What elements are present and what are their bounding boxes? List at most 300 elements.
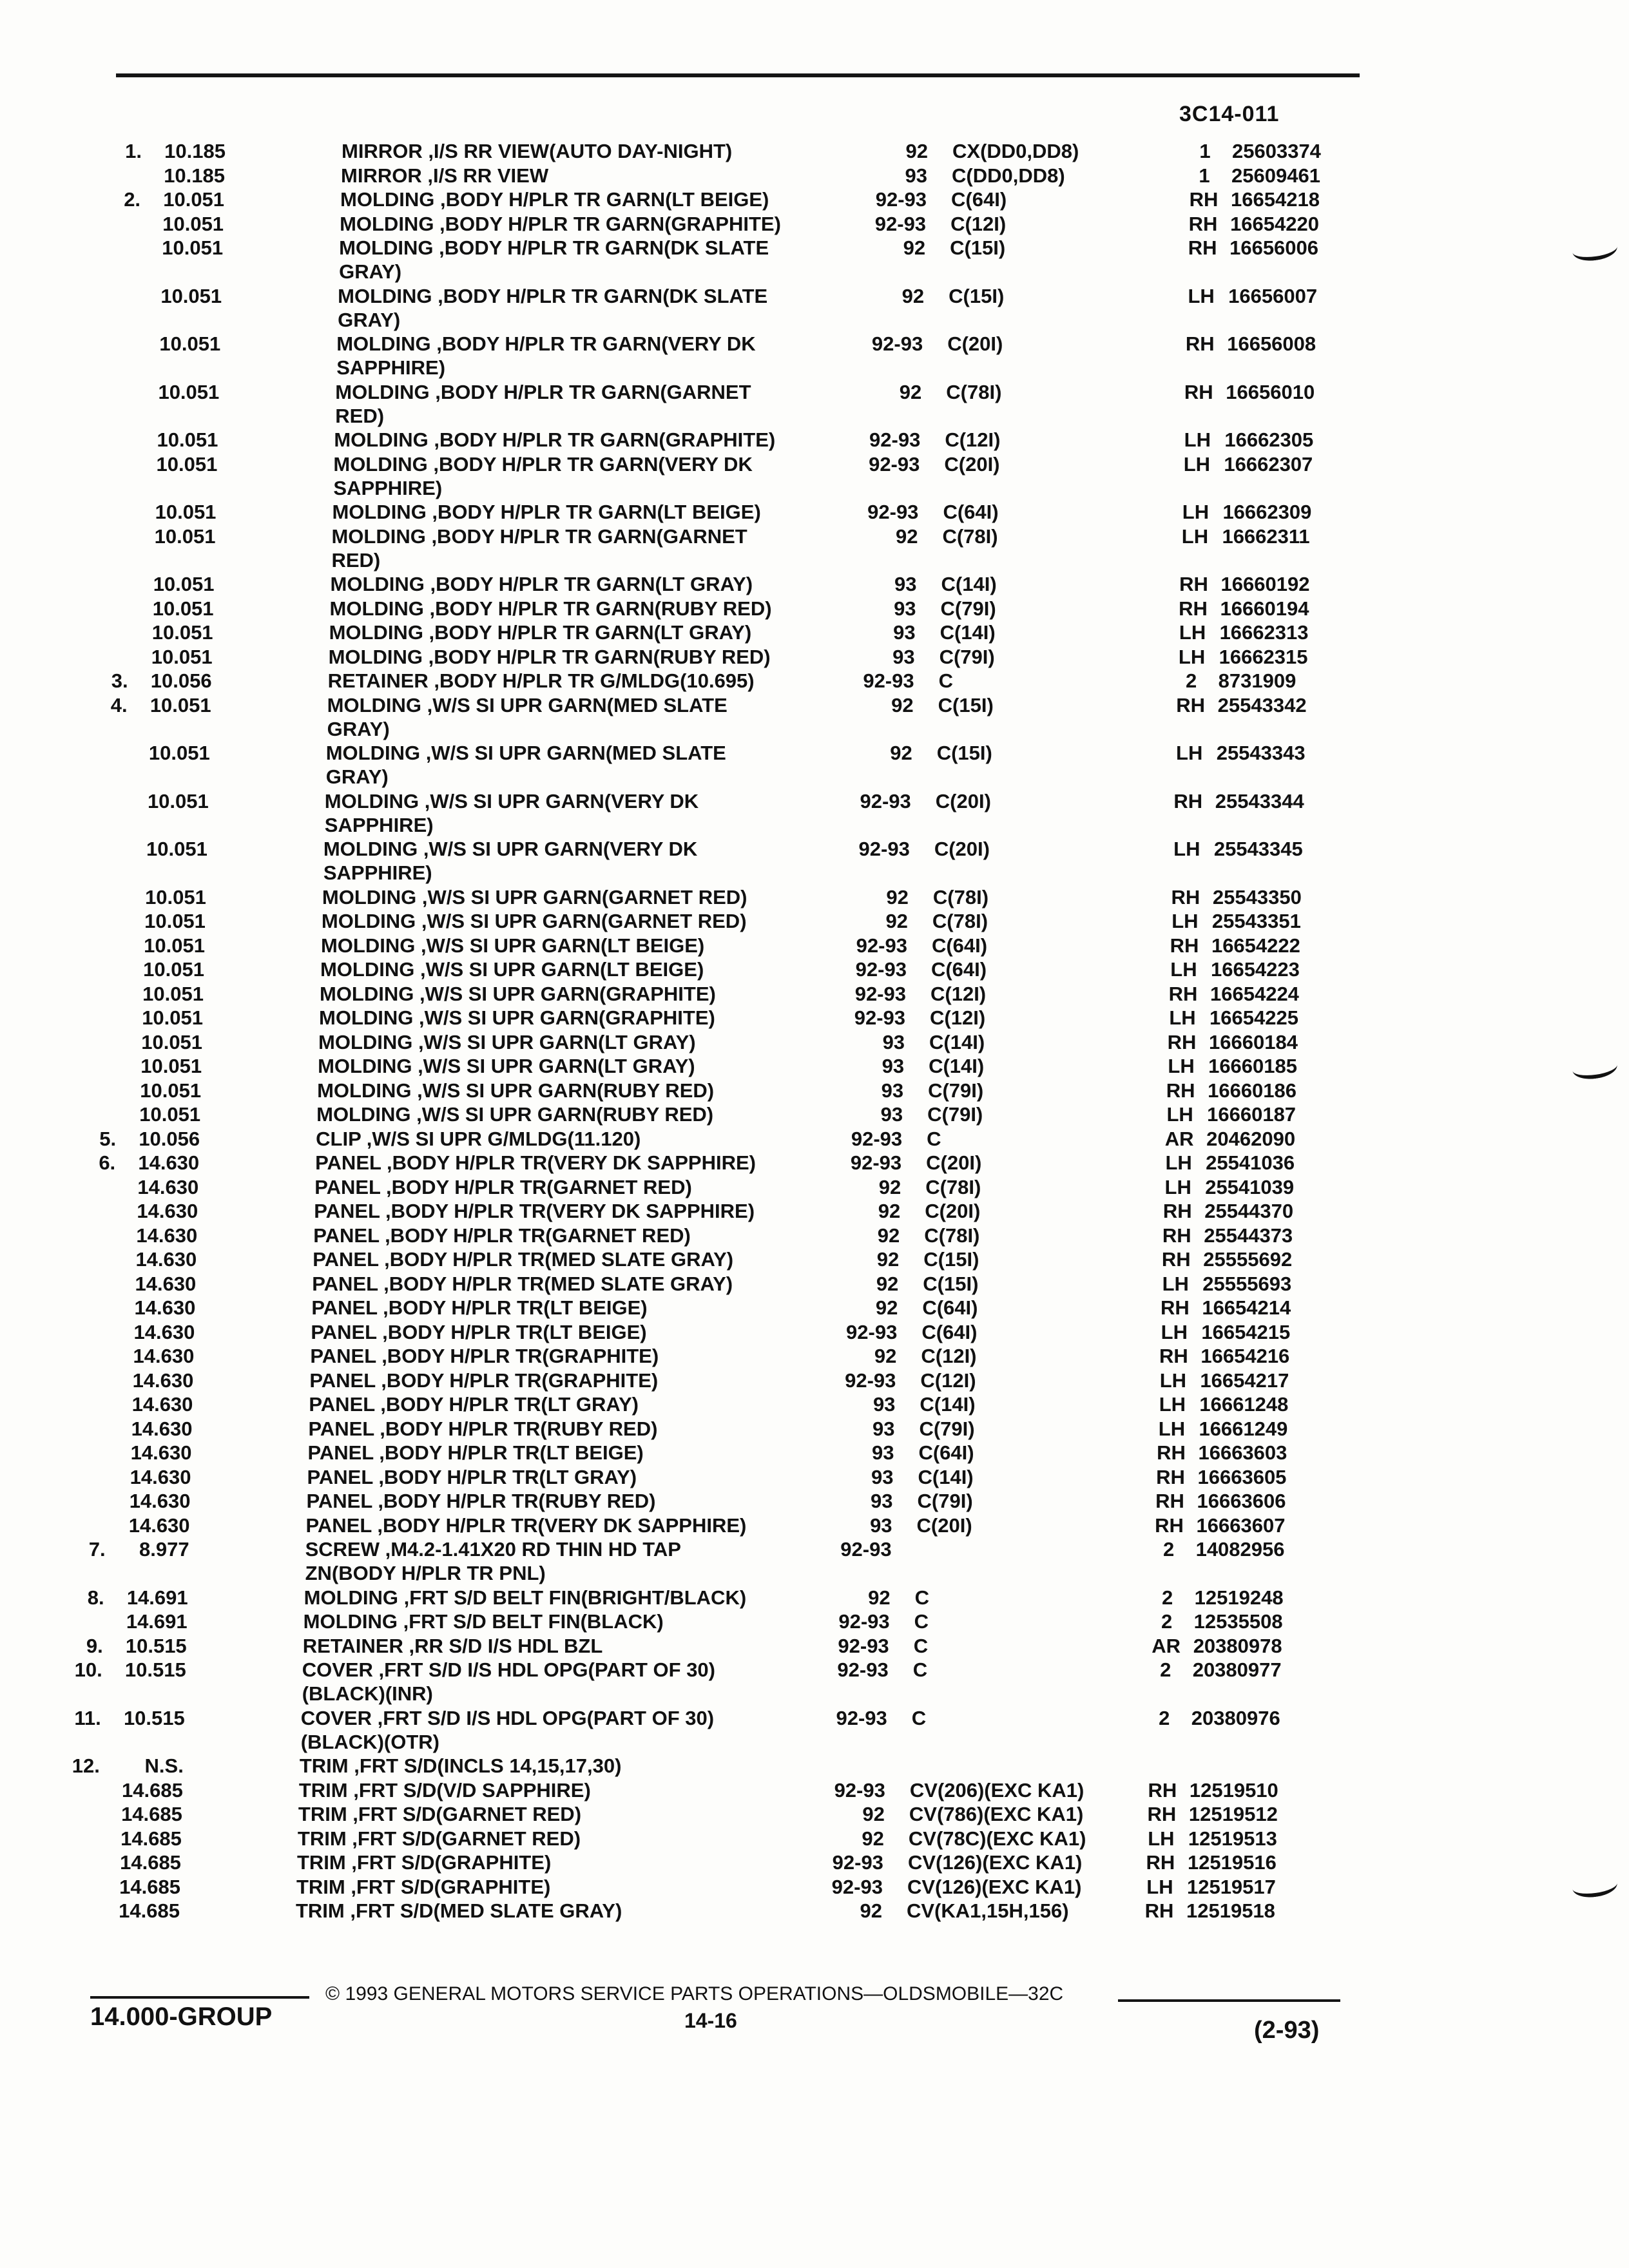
description-continuation: (BLACK)(OTR): [300, 1730, 439, 1753]
option-codes: CV(KA1,15H,156): [906, 1899, 1069, 1922]
model-years: 93: [893, 621, 916, 644]
model-years: 92-93: [869, 452, 920, 476]
option-codes: C(64I): [922, 1296, 978, 1319]
part-description: [308, 1417, 657, 1441]
option-codes: C(20I): [944, 452, 1000, 476]
group-number: 10.051: [162, 236, 224, 259]
model-years: 92: [890, 742, 912, 764]
model-years: 92-93: [834, 1778, 885, 1802]
group-number: 14.630: [131, 1417, 193, 1440]
part-description: [309, 1392, 639, 1416]
option-codes: C(79I): [940, 597, 996, 620]
description-continuation: ZN(BODY H/PLR TR PNL): [305, 1562, 546, 1584]
model-years: 92-93: [838, 1634, 889, 1657]
table-row: [0, 620, 1629, 644]
description-line: COVER ,FRT S/D I/S HDL OPG(PART OF 30): [300, 1706, 715, 1729]
quantity: 2: [1162, 1538, 1175, 1561]
table-row: [0, 187, 1629, 211]
part-number: 16654222: [1211, 934, 1300, 957]
part-description: [339, 236, 769, 284]
part-description: [322, 909, 747, 933]
part-description: [303, 1634, 603, 1658]
description-line: MOLDING ,BODY H/PLR TR GARN(LT BEIGE): [340, 188, 769, 211]
option-codes: C(14I): [940, 621, 996, 644]
quantity: LH: [1182, 501, 1210, 523]
group-number: 14.630: [137, 1200, 198, 1222]
part-description: [316, 1127, 641, 1151]
option-codes: C(DD0,DD8): [952, 164, 1065, 187]
description-line: MOLDING ,BODY H/PLR TR GARN(RUBY RED): [329, 597, 772, 620]
table-row: [0, 1754, 1629, 1778]
part-number: 16662309: [1222, 501, 1312, 523]
part-number: 16662315: [1219, 645, 1308, 668]
description-line: MOLDING ,BODY H/PLR TR GARN(VERY DK: [333, 452, 753, 476]
description-continuation: GRAY): [338, 308, 401, 331]
table-row: [0, 597, 1629, 620]
part-description: [331, 524, 747, 572]
table-row: [0, 1850, 1629, 1874]
option-codes: C(15I): [936, 742, 992, 764]
table-row: [0, 1030, 1629, 1054]
part-number: 12519510: [1189, 1778, 1278, 1802]
option-codes: CX(DD0,DD8): [952, 140, 1079, 162]
description-line: TRIM ,FRT S/D(GRAPHITE): [296, 1875, 551, 1898]
table-row: [0, 1151, 1629, 1175]
option-codes: CV(786)(EXC KA1): [909, 1803, 1084, 1825]
group-number: 14.685: [120, 1827, 182, 1850]
part-number: 16662313: [1219, 621, 1309, 644]
model-years: 92-93: [837, 1658, 889, 1681]
quantity: LH: [1188, 284, 1215, 307]
group-number: 10.051: [154, 524, 216, 548]
part-number: 25543344: [1215, 789, 1304, 812]
item-number: 1.: [125, 140, 142, 162]
model-years: 92-93: [860, 789, 911, 812]
option-codes: C: [914, 1610, 929, 1633]
description-line: MOLDING ,FRT S/D BELT FIN(BRIGHT/BLACK): [304, 1586, 747, 1609]
quantity: LH: [1158, 1417, 1186, 1440]
table-row: [0, 1489, 1629, 1513]
footer-page-number: 14-16: [684, 2009, 737, 2032]
part-description: [314, 1199, 755, 1223]
table-row: [0, 982, 1629, 1006]
group-number: 10.051: [143, 958, 204, 981]
description-continuation: SAPPHIRE): [324, 813, 434, 836]
part-number: 16656007: [1228, 284, 1318, 307]
model-years: 92: [868, 1586, 891, 1609]
part-description: [305, 1537, 681, 1585]
description-continuation: RED): [331, 548, 381, 572]
option-codes: C(64I): [918, 1441, 974, 1464]
group-number: 10.051: [158, 380, 220, 403]
part-description: [322, 885, 747, 909]
table-row: [0, 1802, 1629, 1826]
page-code: 3C14-011: [1179, 102, 1280, 126]
table-row: [0, 1320, 1629, 1344]
model-years: 92-93: [832, 1851, 883, 1874]
description-line: RETAINER ,RR S/D I/S HDL BZL: [302, 1634, 603, 1657]
part-description: [302, 1658, 715, 1706]
description-line: TRIM ,FRT S/D(INCLS 14,15,17,30): [299, 1754, 622, 1777]
part-description: [316, 1102, 713, 1126]
option-codes: C(20I): [935, 789, 991, 812]
quantity: RH: [1176, 693, 1206, 716]
option-codes: C(12I): [920, 1369, 976, 1392]
group-number: 14.630: [138, 1151, 200, 1174]
option-codes: C(78I): [932, 910, 988, 932]
part-description: [307, 1489, 656, 1513]
quantity: RH: [1147, 1803, 1177, 1825]
part-number: 16660185: [1208, 1055, 1298, 1077]
table-row: [0, 693, 1629, 740]
part-number: 16654223: [1210, 958, 1300, 981]
group-number: 14.630: [136, 1224, 198, 1247]
model-years: 93: [881, 1079, 904, 1102]
table-row: [0, 428, 1629, 452]
description-line: MOLDING ,BODY H/PLR TR GARN(GRAPHITE): [340, 212, 781, 235]
table-row: [0, 332, 1629, 379]
table-row: [0, 1272, 1629, 1296]
model-years: 92: [886, 885, 909, 908]
item-number: 3.: [111, 669, 128, 692]
description-line: TRIM ,FRT S/D(GARNET RED): [298, 1803, 582, 1825]
item-number: 12.: [72, 1754, 100, 1777]
quantity: LH: [1159, 1393, 1186, 1416]
part-description: [323, 837, 697, 885]
group-number: 10.056: [150, 669, 212, 692]
model-years: 92-93: [869, 428, 921, 451]
part-description: [306, 1514, 747, 1537]
group-number: 14.630: [135, 1248, 197, 1271]
description-line: RETAINER ,BODY H/PLR TR G/MLDG(10.695): [327, 669, 755, 692]
footer-group: 14.000-GROUP: [90, 2003, 273, 2031]
footer-rule-left: [90, 1996, 309, 1999]
part-description: [320, 982, 716, 1006]
quantity: RH: [1171, 885, 1200, 908]
part-number: 25543350: [1212, 885, 1302, 908]
part-number: 16654218: [1231, 188, 1320, 211]
part-number: 16660187: [1207, 1103, 1296, 1126]
group-number: 10.051: [147, 789, 209, 812]
option-codes: CV(126)(EXC KA1): [907, 1875, 1082, 1898]
quantity: LH: [1179, 621, 1206, 644]
table-row: [0, 934, 1629, 957]
part-description: [341, 164, 548, 187]
option-codes: C(20I): [934, 838, 990, 860]
option-codes: C(20I): [926, 1151, 982, 1174]
part-number: 16654216: [1200, 1345, 1290, 1367]
model-years: 93: [882, 1055, 905, 1077]
option-codes: C(79I): [919, 1417, 975, 1440]
group-number: 14.685: [119, 1875, 180, 1898]
description-continuation: GRAY): [325, 765, 389, 788]
description-line: PANEL ,BODY H/PLR TR(RUBY RED): [308, 1417, 658, 1440]
part-description: [326, 741, 726, 789]
group-number: 14.691: [126, 1586, 188, 1609]
part-number: 16654220: [1230, 212, 1319, 235]
part-description: [327, 693, 728, 741]
model-years: 92: [885, 910, 908, 932]
group-number: 14.685: [122, 1778, 183, 1802]
item-number: 2.: [124, 188, 141, 211]
group-number: 10.051: [159, 332, 221, 355]
option-codes: C: [911, 1706, 927, 1729]
quantity: LH: [1181, 524, 1209, 548]
part-number: 16656010: [1226, 380, 1315, 403]
part-description: [300, 1754, 622, 1778]
group-number: 10.515: [124, 1658, 186, 1681]
item-number: 7.: [88, 1538, 106, 1561]
model-years: 92-93: [856, 934, 907, 957]
model-years: 93: [871, 1465, 894, 1488]
model-years: 93: [871, 1441, 894, 1464]
part-number: 16660192: [1220, 573, 1310, 595]
description-line: MOLDING ,BODY H/PLR TR GARN(VERY DK: [336, 332, 756, 355]
part-number: 12519513: [1188, 1827, 1277, 1850]
description-line: PANEL ,BODY H/PLR TR(GARNET RED): [314, 1175, 692, 1198]
part-description: [297, 1850, 551, 1874]
model-years: 92: [875, 1296, 898, 1319]
part-description: [325, 789, 699, 837]
part-description: [321, 934, 704, 957]
part-description: [314, 1175, 692, 1199]
model-years: 93: [892, 645, 915, 668]
option-codes: C(12I): [930, 1006, 986, 1029]
part-number: 16656008: [1227, 332, 1316, 355]
group-number: 10.515: [123, 1706, 185, 1729]
footer-rule-right: [1118, 1999, 1340, 2002]
quantity: RH: [1185, 332, 1215, 355]
table-row: [0, 1224, 1629, 1247]
option-codes: C: [912, 1658, 928, 1681]
part-description: [304, 1586, 747, 1610]
model-years: 92: [878, 1175, 901, 1198]
option-codes: C(79I): [927, 1103, 983, 1126]
quantity: 2: [1160, 1658, 1171, 1681]
quantity: LH: [1169, 1006, 1196, 1029]
description-line: TRIM ,FRT S/D(GRAPHITE): [296, 1851, 552, 1874]
table-row: [0, 1465, 1629, 1489]
quantity: LH: [1166, 1103, 1193, 1126]
table-row: [0, 572, 1629, 596]
model-years: 92: [877, 1224, 900, 1247]
option-codes: C(15I): [938, 693, 994, 716]
quantity: 2: [1161, 1610, 1173, 1633]
option-codes: C(20I): [947, 332, 1003, 355]
part-description: [320, 957, 704, 981]
part-number: 20462090: [1206, 1127, 1296, 1150]
group-number: 10.515: [125, 1634, 187, 1657]
item-number: 11.: [74, 1706, 101, 1729]
option-codes: C(14I): [918, 1465, 974, 1488]
group-number: 10.051: [144, 910, 206, 932]
model-years: 92: [876, 1248, 900, 1271]
option-codes: C(64I): [943, 501, 999, 523]
description-line: SCREW ,M4.2-1.41X20 RD THIN HD TAP: [305, 1538, 681, 1561]
model-years: 92-93: [831, 1875, 883, 1898]
part-number: 25541036: [1206, 1151, 1295, 1174]
group-number: 14.630: [130, 1441, 192, 1464]
model-years: 92: [878, 1200, 901, 1222]
description-line: MOLDING ,W/S SI UPR GARN(MED SLATE: [325, 742, 726, 764]
group-number: 10.051: [152, 597, 214, 620]
quantity: LH: [1184, 428, 1211, 451]
part-number: 14082956: [1195, 1538, 1285, 1561]
group-number: 14.691: [126, 1610, 188, 1633]
quantity: LH: [1148, 1827, 1175, 1850]
description-line: MIRROR ,I/S RR VIEW(AUTO DAY-NIGHT): [342, 140, 733, 162]
table-row: [0, 1778, 1629, 1802]
option-codes: C(20I): [925, 1200, 981, 1222]
part-number: 12519518: [1186, 1899, 1275, 1922]
description-line: PANEL ,BODY H/PLR TR(LT GRAY): [307, 1465, 637, 1488]
quantity: RH: [1184, 380, 1213, 403]
item-number: 5.: [99, 1127, 117, 1150]
table-row: [0, 789, 1629, 836]
description-line: MOLDING ,BODY H/PLR TR GARN(GRAPHITE): [334, 428, 776, 451]
option-codes: C: [938, 669, 954, 692]
option-codes: C(20I): [916, 1514, 972, 1537]
part-number: 16660194: [1220, 597, 1309, 620]
group-number: 10.051: [148, 742, 210, 764]
quantity: RH: [1188, 236, 1217, 259]
group-number: 14.630: [131, 1393, 193, 1416]
group-number: 14.685: [119, 1899, 180, 1922]
model-years: 92: [860, 1899, 882, 1922]
model-years: 92-93: [858, 838, 910, 860]
description-line: MOLDING ,W/S SI UPR GARN(LT GRAY): [318, 1030, 696, 1053]
part-description: [319, 1006, 715, 1030]
part-description: [311, 1320, 646, 1344]
group-number: 10.051: [156, 452, 218, 476]
quantity: RH: [1159, 1345, 1188, 1367]
group-number: 14.630: [135, 1272, 197, 1295]
option-codes: C(78I): [924, 1224, 980, 1247]
part-number: 20380976: [1191, 1706, 1280, 1729]
part-number: 20380978: [1193, 1634, 1282, 1657]
description-line: MOLDING ,BODY H/PLR TR GARN(LT BEIGE): [332, 501, 761, 523]
quantity: RH: [1161, 1248, 1191, 1271]
part-number: 16654224: [1210, 982, 1299, 1005]
option-codes: C(78I): [932, 885, 989, 908]
model-years: 92-93: [854, 982, 906, 1005]
model-years: 92-93: [855, 958, 907, 981]
model-years: 92-93: [875, 188, 927, 211]
quantity: RH: [1157, 1441, 1186, 1464]
model-years: 92-93: [836, 1706, 887, 1729]
part-number: 20380977: [1192, 1658, 1282, 1681]
part-description: [340, 212, 781, 236]
table-row: [0, 1827, 1629, 1850]
option-codes: C(78I): [942, 524, 998, 548]
table-row: [0, 1296, 1629, 1320]
option-codes: CV(126)(EXC KA1): [907, 1851, 1083, 1874]
group-number: 10.056: [139, 1127, 200, 1150]
model-years: 92-93: [846, 1320, 898, 1343]
quantity: RH: [1189, 188, 1219, 211]
quantity: RH: [1156, 1465, 1185, 1488]
part-number: 16654214: [1202, 1296, 1291, 1319]
description-line: PANEL ,BODY H/PLR TR(GRAPHITE): [309, 1369, 659, 1392]
part-description: [333, 452, 752, 500]
item-number: 6.: [99, 1151, 116, 1174]
quantity: 1: [1199, 164, 1210, 187]
table-row: [0, 1899, 1629, 1923]
description-continuation: SAPPHIRE): [333, 476, 443, 499]
part-description: [331, 572, 753, 596]
part-number: 16656006: [1229, 236, 1319, 259]
option-codes: C(15I): [950, 236, 1006, 259]
model-years: 92-93: [874, 212, 927, 235]
part-number: 12519516: [1187, 1851, 1277, 1874]
table-row: [0, 1079, 1629, 1102]
table-row: [0, 1537, 1629, 1584]
option-codes: C(64I): [930, 958, 987, 981]
part-number: 16654215: [1201, 1320, 1291, 1343]
description-line: MOLDING ,W/S SI UPR GARN(VERY DK: [323, 838, 698, 860]
quantity: LH: [1159, 1369, 1187, 1392]
part-description: [307, 1465, 637, 1489]
quantity: LH: [1171, 910, 1199, 932]
quantity: 2: [1162, 1586, 1173, 1609]
option-codes: C(15I): [923, 1272, 979, 1295]
item-number: 8.: [87, 1586, 104, 1609]
model-years: 92-93: [871, 332, 923, 355]
part-number: 25609461: [1231, 164, 1320, 187]
option-codes: C(12I): [945, 428, 1001, 451]
table-row: [0, 236, 1629, 283]
model-years: 92: [874, 1345, 897, 1367]
description-line: PANEL ,BODY H/PLR TR(LT BEIGE): [311, 1296, 648, 1319]
option-codes: CV(78C)(EXC KA1): [908, 1827, 1086, 1850]
quantity: LH: [1165, 1151, 1192, 1174]
group-number: 10.051: [141, 1030, 203, 1053]
description-continuation: SAPPHIRE): [336, 356, 446, 379]
table-row: [0, 1392, 1629, 1416]
part-description: [304, 1610, 664, 1633]
model-years: 92-93: [845, 1369, 896, 1392]
table-row: [0, 909, 1629, 933]
table-row: [0, 837, 1629, 884]
table-row: [0, 164, 1629, 187]
model-years: 93: [882, 1030, 905, 1053]
part-description: [299, 1778, 591, 1802]
quantity: AR: [1164, 1127, 1194, 1150]
part-number: 25543351: [1211, 910, 1301, 932]
group-number: 10.051: [144, 934, 205, 957]
part-number: 25543342: [1217, 693, 1307, 716]
description-line: MOLDING ,W/S SI UPR GARN(GARNET RED): [322, 885, 747, 908]
description-line: TRIM ,FRT S/D(GARNET RED): [297, 1827, 581, 1850]
table-row: [0, 1417, 1629, 1441]
model-years: 93: [870, 1514, 892, 1537]
quantity: LH: [1161, 1320, 1188, 1343]
part-description: [298, 1827, 581, 1850]
part-number: 25544370: [1204, 1200, 1294, 1222]
part-number: 12519517: [1186, 1875, 1276, 1898]
part-description: [309, 1369, 658, 1392]
model-years: 93: [905, 164, 928, 187]
quantity: LH: [1173, 838, 1200, 860]
part-number: 25543345: [1213, 838, 1303, 860]
part-number: 16663605: [1197, 1465, 1287, 1488]
part-number: 16660186: [1208, 1079, 1297, 1102]
group-number: 10.051: [142, 982, 204, 1005]
part-number: 16663607: [1196, 1514, 1286, 1537]
description-line: MOLDING ,W/S SI UPR GARN(RUBY RED): [317, 1079, 715, 1102]
model-years: 93: [894, 573, 917, 595]
option-codes: C(78I): [925, 1175, 981, 1198]
